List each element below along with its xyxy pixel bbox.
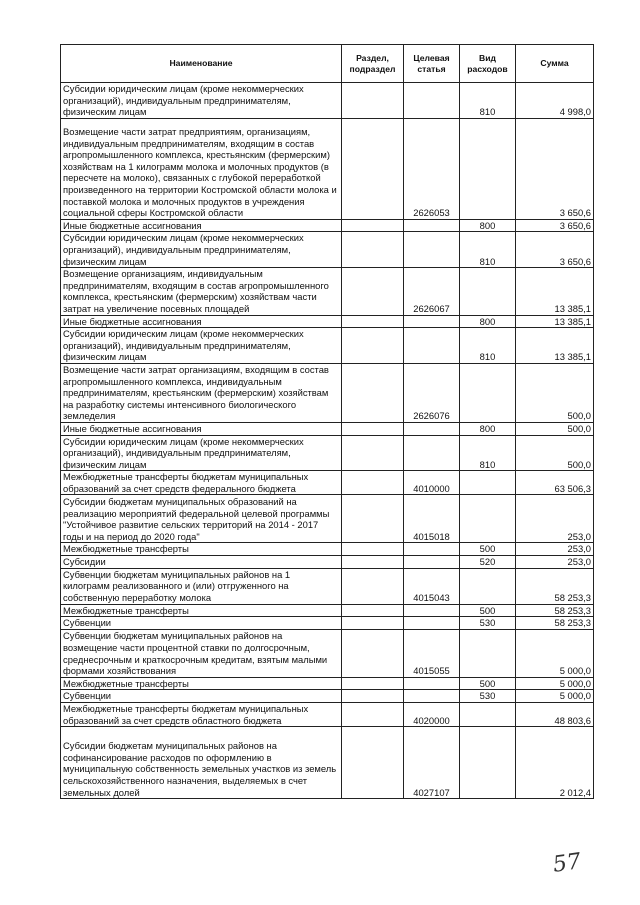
cell-name: Субсидии юридическим лицам (кроме некоммерческих организаций), индивидуальным предпринимателям, физическим лицам xyxy=(61,328,342,364)
cell-section xyxy=(342,471,404,495)
cell-target: 4027107 xyxy=(404,727,460,799)
cell-section xyxy=(342,118,404,219)
table-row xyxy=(61,604,594,617)
cell-expense xyxy=(460,727,516,799)
cell-sum: 58 253,3 xyxy=(516,568,594,604)
cell-section xyxy=(342,556,404,569)
table-row xyxy=(61,727,594,799)
cell-name: Иные бюджетные ассигнования xyxy=(61,219,342,232)
cell-sum: 58 253,3 xyxy=(516,617,594,630)
cell-name: Межбюджетные трансферты xyxy=(61,604,342,617)
header-section: Раздел, подраздел xyxy=(342,45,404,83)
header-target: Целевая статья xyxy=(404,45,460,83)
cell-sum: 253,0 xyxy=(516,556,594,569)
cell-name: Субвенции xyxy=(61,617,342,630)
cell-section xyxy=(342,315,404,328)
cell-section xyxy=(342,727,404,799)
cell-sum: 3 650,6 xyxy=(516,219,594,232)
cell-expense xyxy=(460,629,516,677)
cell-target: 4015055 xyxy=(404,629,460,677)
cell-name: Субсидии бюджетам муниципальных районов на софинансирование расходов по оформлению в муниципальную собственность земельных участков из земель сельскохозяйственного назначения, выделяемых в счет земельных долей xyxy=(61,727,342,799)
cell-sum: 253,0 xyxy=(516,543,594,556)
cell-sum: 3 650,6 xyxy=(516,118,594,219)
cell-name: Субвенции бюджетам муниципальных районов на 1 килограмм реализованного и (или) отгруженного на собственную переработку молока xyxy=(61,568,342,604)
cell-name: Субвенции xyxy=(61,690,342,703)
table-row xyxy=(61,315,594,328)
cell-expense: 520 xyxy=(460,556,516,569)
cell-name: Субвенции бюджетам муниципальных районов на возмещение части процентной ставки по долгосрочным, среднесрочным и краткосрочным кредитам, взятым малыми формами хозяйствования xyxy=(61,629,342,677)
table-row xyxy=(61,268,594,315)
cell-name: Возмещение организациям, индивидуальным предпринимателям, входящим в состав агропромышленного комплекса, крестьянским (фермерским) хозяйствам части затрат на увеличение посевных площадей xyxy=(61,268,342,315)
table-row xyxy=(61,471,594,495)
cell-target: 2626067 xyxy=(404,268,460,315)
cell-expense: 800 xyxy=(460,315,516,328)
cell-expense: 810 xyxy=(460,435,516,471)
cell-expense xyxy=(460,495,516,543)
cell-expense xyxy=(460,703,516,727)
cell-name: Межбюджетные трансферты бюджетам муниципальных образований за счет средств федерального бюджета xyxy=(61,471,342,495)
cell-sum: 253,0 xyxy=(516,495,594,543)
table-row xyxy=(61,118,594,219)
cell-sum: 13 385,1 xyxy=(516,315,594,328)
cell-expense xyxy=(460,268,516,315)
header-sum: Сумма xyxy=(516,45,594,83)
cell-expense: 530 xyxy=(460,690,516,703)
cell-target: 2626076 xyxy=(404,363,460,422)
cell-target xyxy=(404,677,460,690)
cell-section xyxy=(342,568,404,604)
cell-name: Иные бюджетные ассигнования xyxy=(61,422,342,435)
cell-section xyxy=(342,604,404,617)
table-row xyxy=(61,232,594,268)
cell-target: 4010000 xyxy=(404,471,460,495)
cell-sum: 5 000,0 xyxy=(516,677,594,690)
cell-expense xyxy=(460,568,516,604)
cell-section xyxy=(342,232,404,268)
cell-expense: 500 xyxy=(460,543,516,556)
cell-sum: 63 506,3 xyxy=(516,471,594,495)
cell-sum: 5 000,0 xyxy=(516,690,594,703)
cell-section xyxy=(342,690,404,703)
cell-name: Межбюджетные трансферты xyxy=(61,543,342,556)
cell-sum: 500,0 xyxy=(516,422,594,435)
table-row xyxy=(61,543,594,556)
table-body xyxy=(61,83,594,799)
table-row xyxy=(61,219,594,232)
cell-target xyxy=(404,315,460,328)
cell-expense: 810 xyxy=(460,232,516,268)
cell-expense: 810 xyxy=(460,328,516,364)
cell-target xyxy=(404,556,460,569)
budget-table xyxy=(60,44,594,799)
cell-section xyxy=(342,617,404,630)
header-expense-type: Вид расходов xyxy=(460,45,516,83)
cell-sum: 5 000,0 xyxy=(516,629,594,677)
table-row xyxy=(61,328,594,364)
cell-target: 4020000 xyxy=(404,703,460,727)
cell-target xyxy=(404,543,460,556)
cell-target xyxy=(404,422,460,435)
cell-target xyxy=(404,617,460,630)
table-row xyxy=(61,435,594,471)
cell-sum: 58 253,3 xyxy=(516,604,594,617)
cell-name: Субсидии xyxy=(61,556,342,569)
cell-expense: 500 xyxy=(460,677,516,690)
cell-target: 2626053 xyxy=(404,118,460,219)
table-row xyxy=(61,83,594,119)
cell-name: Субсидии бюджетам муниципальных образований на реализацию мероприятий федеральной целевой программы "Устойчивое развитие сельских территорий на 2014 - 2017 годы и на период до 2020 года" xyxy=(61,495,342,543)
cell-section xyxy=(342,629,404,677)
header-name: Наименование xyxy=(61,45,342,83)
table-row xyxy=(61,363,594,422)
page-number: 57 xyxy=(551,849,583,878)
cell-section xyxy=(342,83,404,119)
cell-expense xyxy=(460,471,516,495)
cell-target xyxy=(404,435,460,471)
table-header-row xyxy=(61,45,594,83)
cell-expense: 530 xyxy=(460,617,516,630)
cell-expense: 500 xyxy=(460,604,516,617)
cell-name: Субсидии юридическим лицам (кроме некоммерческих организаций), индивидуальным предпринимателям, физическим лицам xyxy=(61,232,342,268)
cell-section xyxy=(342,677,404,690)
cell-expense: 800 xyxy=(460,422,516,435)
cell-section xyxy=(342,495,404,543)
cell-sum: 13 385,1 xyxy=(516,268,594,315)
cell-name: Субсидии юридическим лицам (кроме некоммерческих организаций), индивидуальным предпринимателям, физическим лицам xyxy=(61,83,342,119)
cell-target: 4015018 xyxy=(404,495,460,543)
table-row xyxy=(61,703,594,727)
cell-sum: 48 803,6 xyxy=(516,703,594,727)
cell-name: Межбюджетные трансферты бюджетам муниципальных образований за счет средств областного бюджета xyxy=(61,703,342,727)
cell-target xyxy=(404,83,460,119)
table-row xyxy=(61,422,594,435)
cell-name: Межбюджетные трансферты xyxy=(61,677,342,690)
cell-section xyxy=(342,435,404,471)
cell-target xyxy=(404,690,460,703)
cell-sum: 4 998,0 xyxy=(516,83,594,119)
cell-section xyxy=(342,219,404,232)
cell-sum: 2 012,4 xyxy=(516,727,594,799)
table-row xyxy=(61,690,594,703)
cell-section xyxy=(342,268,404,315)
table-row xyxy=(61,495,594,543)
cell-sum: 500,0 xyxy=(516,435,594,471)
cell-sum: 13 385,1 xyxy=(516,328,594,364)
cell-expense: 810 xyxy=(460,83,516,119)
cell-target xyxy=(404,328,460,364)
cell-name: Возмещение части затрат организациям, входящим в состав агропромышленного комплекса, индивидуальным предпринимателям, крестьянским (фермерским) хозяйствам на разработку системы интенсивного биологического земледелия xyxy=(61,363,342,422)
cell-expense xyxy=(460,118,516,219)
cell-target xyxy=(404,604,460,617)
cell-sum: 3 650,6 xyxy=(516,232,594,268)
cell-sum: 500,0 xyxy=(516,363,594,422)
cell-name: Иные бюджетные ассигнования xyxy=(61,315,342,328)
cell-section xyxy=(342,328,404,364)
cell-section xyxy=(342,543,404,556)
cell-target: 4015043 xyxy=(404,568,460,604)
table-row xyxy=(61,617,594,630)
cell-expense: 800 xyxy=(460,219,516,232)
cell-expense xyxy=(460,363,516,422)
table-row xyxy=(61,556,594,569)
cell-section xyxy=(342,422,404,435)
cell-target xyxy=(404,232,460,268)
cell-section xyxy=(342,703,404,727)
table-row xyxy=(61,568,594,604)
cell-target xyxy=(404,219,460,232)
cell-section xyxy=(342,363,404,422)
table-row xyxy=(61,629,594,677)
cell-name: Субсидии юридическим лицам (кроме некоммерческих организаций), индивидуальным предпринимателям, физическим лицам xyxy=(61,435,342,471)
table-row xyxy=(61,677,594,690)
cell-name: Возмещение части затрат предприятиям, организациям, индивидуальным предпринимателям, входящим в состав агропромышленного комплекса, крестьянским (фермерским) хозяйствам на 1 килограмм молока и молочных продуктов (в пересчете на молоко), связанных с глубокой переработкой произведенного на территории Костромской области молока и поставкой молока и молочных продуктов в учреждения социальной сферы Костромской области xyxy=(61,118,342,219)
